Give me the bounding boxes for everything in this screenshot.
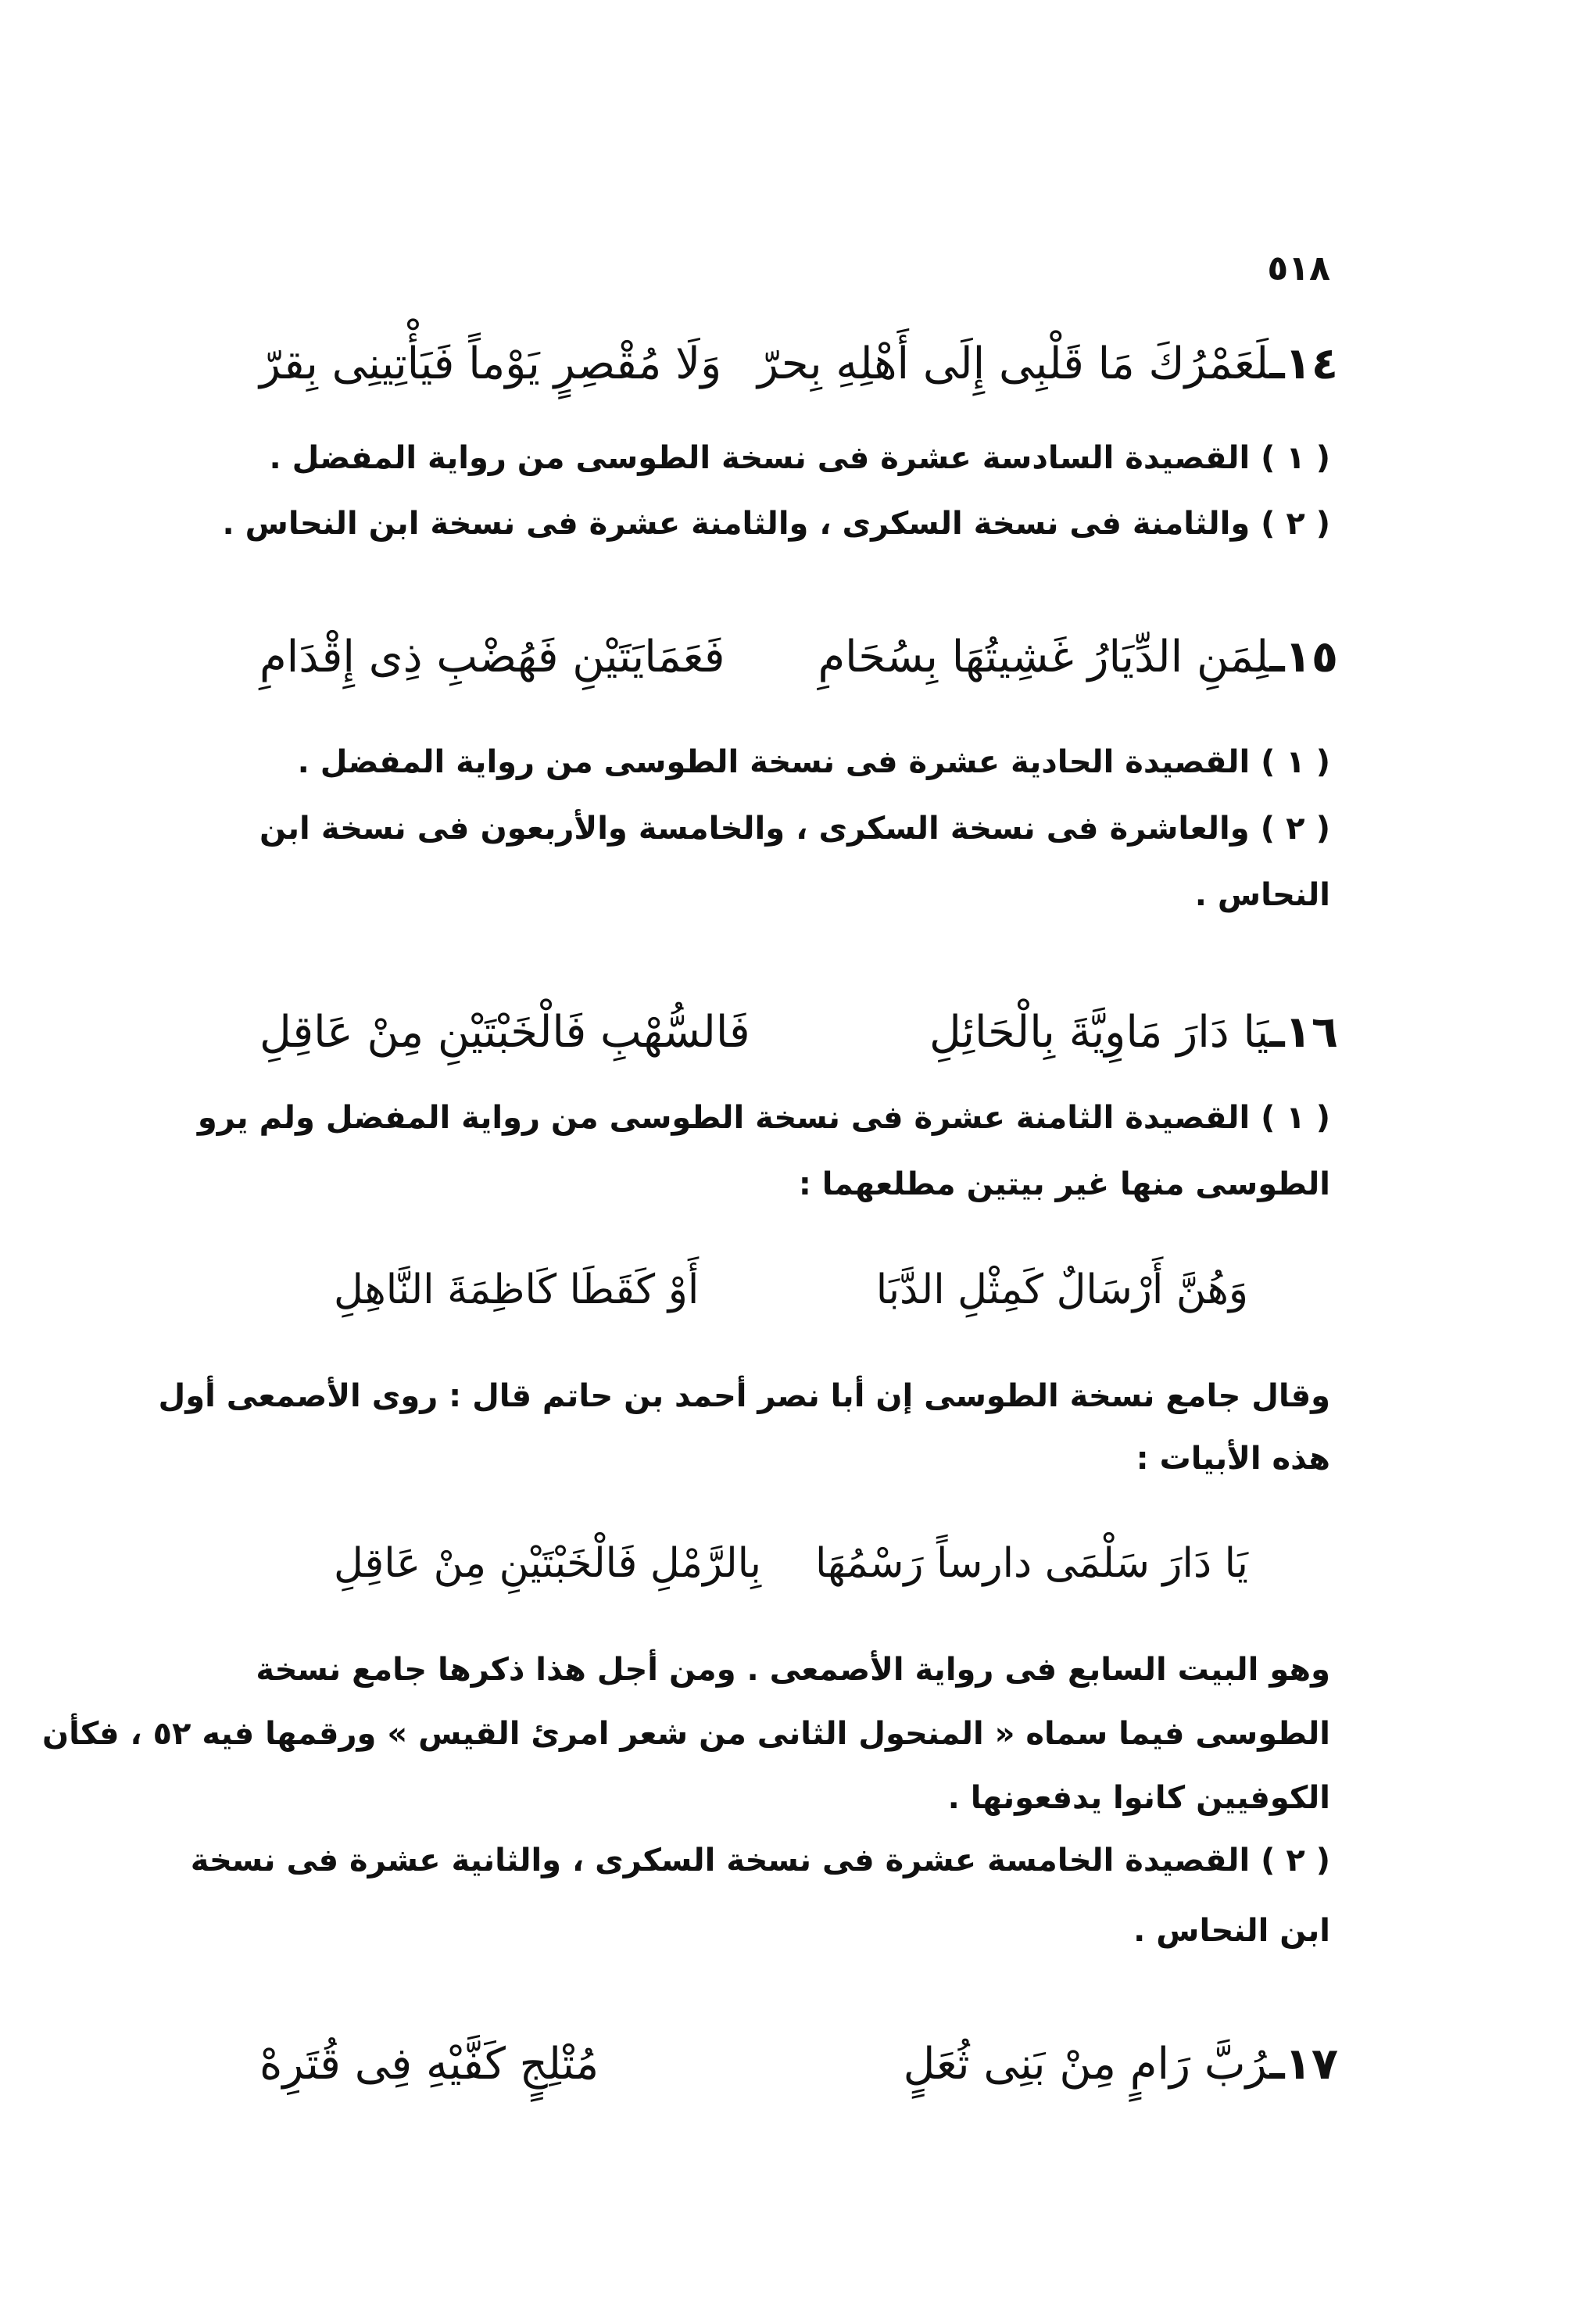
note-16-2a: ( ٢ ) القصيدة الخامسة عشرة فى نسخة السكرى ، والثانية عشرة فى نسخة bbox=[190, 1843, 1330, 1879]
paragraph-1-line-1: وقال جامع نسخة الطوسى إن أبا نصر أحمد بن حاتم قال : روى الأصمعى أول bbox=[158, 1378, 1330, 1414]
verse-17 bbox=[259, 2029, 1338, 2099]
quoted-verse-1 bbox=[334, 1266, 1248, 1313]
verse-16-number: ١٦ـ bbox=[1269, 1006, 1338, 1058]
note-15-2a: ( ٢ ) والعاشرة فى نسخة السكرى ، والخامسة والأربعون فى نسخة ابن bbox=[259, 811, 1330, 847]
note-14-1: ( ١ ) القصيدة السادسة عشرة فى نسخة الطوسى من رواية المفضل . bbox=[269, 440, 1330, 476]
verse-14-first-hemistich bbox=[757, 338, 1338, 389]
verse-15-first-text: لِمَنِ الدِّيَارُ غَشِيتُهَا بِسُحَامِ bbox=[818, 631, 1270, 682]
paragraph-1-line-2: هذه الأبيات : bbox=[1136, 1441, 1330, 1477]
paragraph-1 bbox=[158, 1372, 1330, 1483]
verse-17-second-hemistich: مُتْلِجٍ كَفَّيْهِ فِى قُتَرِهْ bbox=[259, 2038, 599, 2090]
note-16-1b: الطوسى منها غير بيتين مطلعهما : bbox=[798, 1166, 1330, 1202]
verse-17-number: ١٧ـ bbox=[1269, 2038, 1338, 2090]
note-15-2b: النحاس . bbox=[1194, 877, 1330, 913]
quoted-verse-1-first: وَهُنَّ أَرْسَالٌ كَمِثْلِ الدَّبَا bbox=[875, 1266, 1248, 1313]
verse-15-number: ١٥ـ bbox=[1269, 631, 1338, 682]
paragraph-2-line-1: وهو البيت السابع فى رواية الأصمعى . ومن أجل هذا ذكرها جامع نسخة bbox=[256, 1652, 1330, 1688]
note-14-2: ( ٢ ) والثامنة فى نسخة السكرى ، والثامنة عشرة فى نسخة ابن النحاس . bbox=[222, 506, 1330, 542]
quoted-verse-2 bbox=[334, 1540, 1248, 1587]
verse-14-number: ١٤ـ bbox=[1269, 338, 1338, 389]
verse-14 bbox=[259, 328, 1338, 399]
verse-16 bbox=[259, 997, 1338, 1067]
paragraph-2-line-3: الكوفيين كانوا يدفعونها . bbox=[947, 1780, 1330, 1816]
paragraph-2-line-2: الطوسى فيما سماه « المنحول الثانى من شعر امرئ القيس » ورقمها فيه ٥٢ ، فكأن bbox=[41, 1716, 1330, 1752]
verse-16-first-hemistich bbox=[929, 1007, 1338, 1058]
note-15-1: ( ١ ) القصيدة الحادية عشرة فى نسخة الطوسى من رواية المفضل . bbox=[297, 744, 1330, 780]
verse-17-first-text: رُبَّ رَامٍ مِنْ بَنِى ثُعَلٍ bbox=[903, 2038, 1270, 2090]
note-16-2b: ابن النحاس . bbox=[1133, 1913, 1330, 1949]
verse-14-first-text: لَعَمْرُكَ مَا قَلْبِى إِلَى أَهْلِهِ بِحرّ bbox=[757, 338, 1270, 389]
verse-14-second-hemistich: وَلَا مُقْصِرٍ يَوْماً فَيَأْتِينِى بِقرّ bbox=[259, 338, 722, 389]
quoted-verse-2-first: يَا دَارَ سَلْمَى دارساً رَسْمُهَا bbox=[814, 1540, 1248, 1587]
verse-17-first-hemistich bbox=[904, 2039, 1338, 2090]
verse-15-second-hemistich: فَعَمَايَتَيْنِ فَهُضْبِ ذِى إِقْدَامِ bbox=[259, 631, 725, 682]
paragraph-2 bbox=[41, 1646, 1330, 1822]
note-16-1a: ( ١ ) القصيدة الثامنة عشرة فى نسخة الطوسى من رواية المفضل ولم يرو bbox=[197, 1100, 1330, 1136]
verse-15-first-hemistich bbox=[818, 632, 1339, 682]
verse-16-first-text: يَا دَارَ مَاوِيَّةَ بِالْحَائِلِ bbox=[929, 1006, 1270, 1058]
quoted-verse-1-second: أَوْ كَقَطَا كَاظِمَةَ النَّاهِلِ bbox=[334, 1266, 700, 1313]
verse-16-second-hemistich: فَالسُّهْبِ فَالْخَبْتَيْنِ مِنْ عَاقِلِ bbox=[259, 1006, 750, 1058]
verse-15 bbox=[259, 621, 1338, 692]
page-number: ٥١٨ bbox=[1267, 249, 1330, 288]
quoted-verse-2-second: بِالرَّمْلِ فَالْخَبْتَيْنِ مِنْ عَاقِلِ bbox=[334, 1540, 761, 1587]
